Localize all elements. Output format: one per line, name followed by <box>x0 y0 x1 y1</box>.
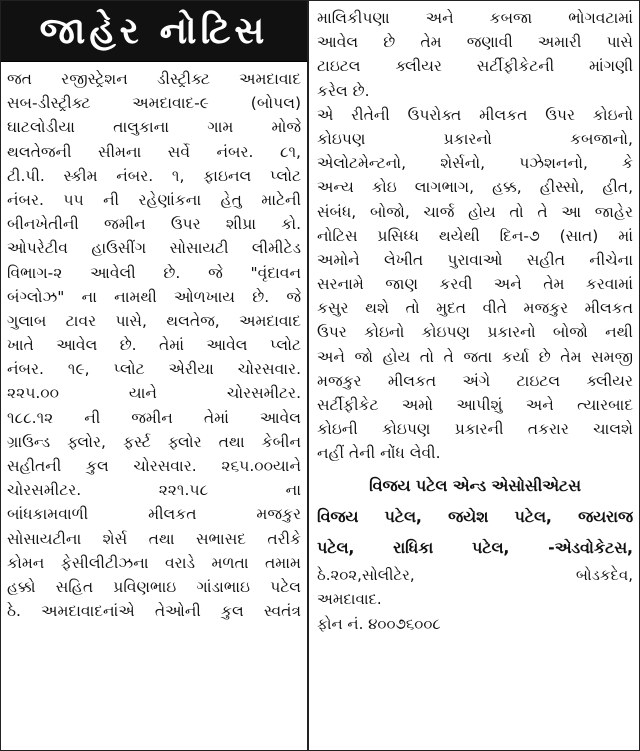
body-line: કોમન ફેસીલીટીઝના વરાડે મળતા તમામ <box>7 553 301 572</box>
body-line: નંબર. ૫૫ ની રહેણાંકના હેતુ માટેની <box>7 190 301 209</box>
body-line: અને જો હોય તો તે જતા કર્યા છે તેમ સમજી <box>317 347 633 366</box>
body-line: વિભાગ-૨ આવેલી છે. જે "વૃંદાવન <box>7 263 301 282</box>
body-line: સરનામે જાણ કરવી અને તેમ કરવામાં <box>317 275 633 294</box>
body-line: ખાતે આવેલ છે. તેમાં આવેલ પ્લોટ <box>7 336 301 355</box>
body-line: મજકુર મીલકત અંગે ટાઇટલ ક્લીયર <box>317 371 633 390</box>
firm-name: વિજય પટેલ એન્ડ એસોસીએટસ <box>369 475 581 495</box>
body-line: બીનખેતીની જમીન ઉપર શીપ્રા કો. <box>7 215 301 234</box>
notice-title: જાહેર નોટિસ <box>1 1 307 62</box>
body-line: સબ-ડીસ્ટ્રીક્ટ અમદાવાદ-૯ (બોપલ) <box>7 94 301 113</box>
body-line: અન્ય કોઇ લાગભાગ, હક્ક, હીસ્સો, હીત, <box>317 178 633 197</box>
notice-left-column <box>1 1 309 750</box>
body-line: ગુલાબ ટાવર પાસે, થલતેજ, અમદાવાદ <box>7 311 301 330</box>
body-line: કરેલ છે. <box>317 81 370 100</box>
body-line: ગ્રાઉન્ડ ફ્લોર, ફર્સ્ટ ફ્લોર તથા કેબીન <box>7 432 301 451</box>
body-line: ઠે. અમદાવાદનાંએ તેઓની કુલ સ્વતંત્ર <box>7 602 301 621</box>
body-line: સંબંધ, બોજો, ચાર્જ હોય તો તે આ જાહેર <box>317 202 633 221</box>
body-line: ૧૮૮.૧૨ ની જમીન તેમાં આવેલ <box>7 408 301 427</box>
notice-body-left <box>1 62 307 623</box>
notice-body-right <box>311 1 639 636</box>
address-city: અમદાવાદ. <box>317 590 382 609</box>
body-line: નંબર. ૧૯, પ્લોટ એરીયા ચોરસવાર. <box>7 360 301 379</box>
address-line: ઠે.૨૦૨,સોલીટેર, બોડકદેવ, <box>317 565 633 584</box>
body-line: સર્ટીફીકેટ અમો આપીશું અને ત્યારબાદ <box>317 396 633 414</box>
body-line: અમોને લેખીત પુરાવાઓ સહીત નીચેના <box>317 250 633 269</box>
body-line: બંગ્લોઝ" ના નામથી ઓળખાય છે. જે <box>7 287 301 306</box>
body-line: એ રીતેની ઉપરોક્ત મીલકત ઉપર કોઇનો <box>317 105 633 124</box>
body-line: સહીતની કુલ ચોરસવાર. ૨૬૫.૦૦યાને <box>7 457 301 475</box>
body-line: ચોરસમીટર. ૨૨૧.૫૮ ના <box>7 481 301 500</box>
body-line: ઘાટલોડીયા તાલુકાના ગામ મોજે <box>7 118 301 137</box>
body-line: સોસાયટીના શેર્સ તથા સભાસદ તરીકે <box>7 529 301 548</box>
advocate-names: વિજય પટેલ, જયેશ પટેલ, જયરાજ <box>317 506 633 526</box>
body-line: કસુર થશે તો મુદત વીતે મજકુર મીલકત <box>317 299 633 318</box>
body-line: ૨૨૫.૦૦ યાને ચોરસમીટર. <box>7 384 301 403</box>
address-block <box>317 563 633 637</box>
body-line: જત રજીસ્ટ્રેશન ડીસ્ટ્રીક્ટ અમદાવાદ <box>7 70 301 88</box>
body-line: માલિકીપણા અને કબજા ભોગવટામાં <box>317 9 633 27</box>
body-line: થલતેજની સીમના સર્વે નંબર. ૮૧, <box>7 142 301 161</box>
body-line: ટાઇટલ ક્લીયર સર્ટીફીકેટની માંગણી <box>317 57 633 76</box>
body-line: નોટિસ પ્રસિધ્ધ થયેથી દિન-૭ (સાત) માં <box>317 226 633 245</box>
body-line: હક્કો સહિત પ્રવિણભાઇ ગાંડાભાઇ પટેલ <box>7 577 301 596</box>
body-line: બાંધકામવાળી મીલકત મજકુર <box>7 505 301 524</box>
body-line: ઓપરેટીવ હાઉસીંગ સોસાયટી લીમીટેડ <box>7 239 301 258</box>
body-line: નહીં તેની નોંધ લેવી. <box>317 444 441 463</box>
body-line: આવેલ છે તેમ જણાવી અમારી પાસે <box>317 33 633 52</box>
body-line: ઉપર કોઇનો કોઇપણ પ્રકારનો બોજો નથી <box>317 323 633 342</box>
notice-right-column <box>311 1 639 750</box>
body-line: કોઇની કોઇપણ પ્રકારની તકરાર ચાલશે <box>317 420 633 439</box>
body-line: એલોટમેન્ટનો, શેર્સનો, પઝેશનનો, કે <box>317 154 633 173</box>
body-line: કોઇપણ પ્રકારનો કબજાનો, <box>317 129 633 148</box>
phone-number: ફોન નં. ૪૦૦૭૬૦૦૮ <box>317 614 441 633</box>
signature-block <box>317 470 633 563</box>
advocate-names: પટેલ, રાધિકા પટેલ, -એડવોકેટસ, <box>317 537 633 557</box>
body-line: ટી.પી. સ્કીમ નંબર. ૧, ફાઇનલ પ્લોટ <box>7 166 301 185</box>
